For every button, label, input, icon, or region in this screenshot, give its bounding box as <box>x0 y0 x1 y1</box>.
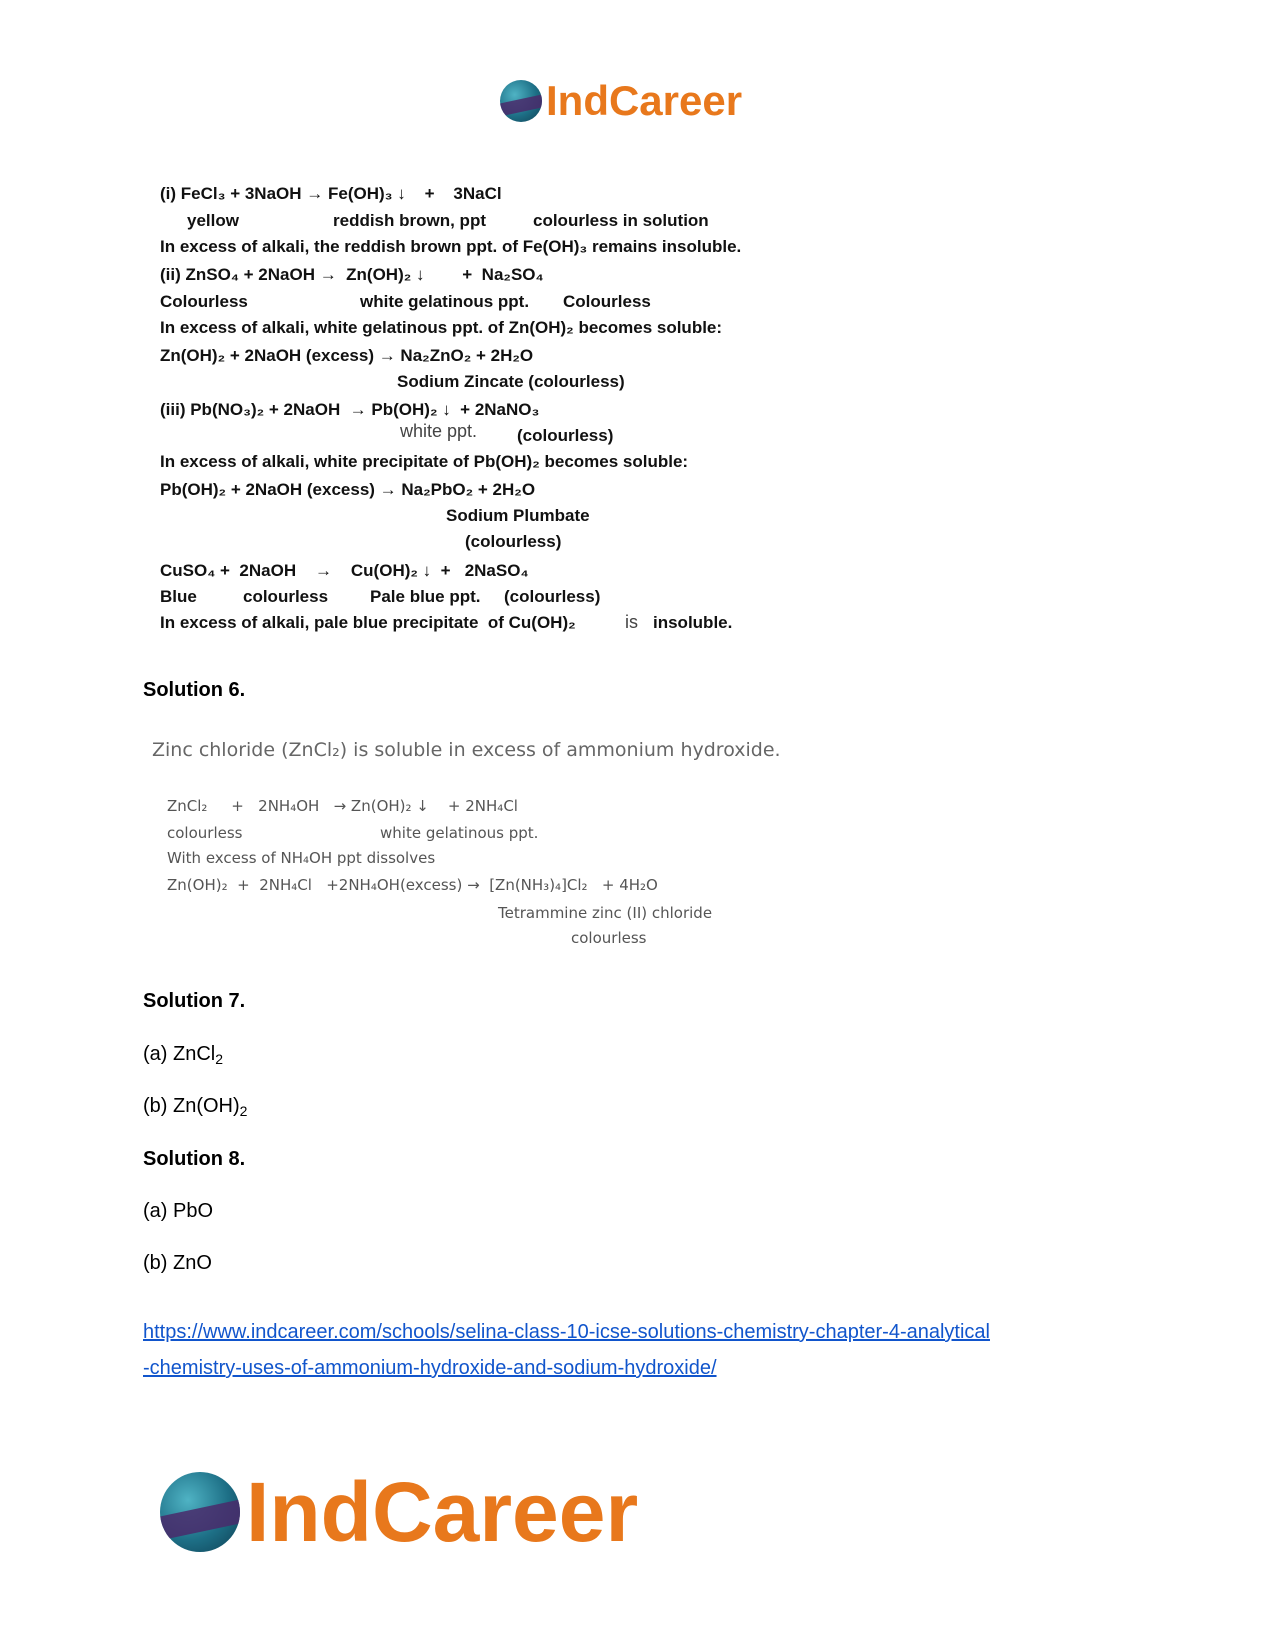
source-link[interactable] <box>143 1314 990 1386</box>
solution-7-heading: Solution 7. <box>143 990 246 1012</box>
reaction-4-label: (colourless) <box>504 587 601 606</box>
answer-text: (a) ZnCl <box>143 1043 216 1065</box>
solution-6-product: Tetrammine zinc (II) chloride <box>498 904 713 922</box>
reaction-2-label: Colourless <box>563 292 651 311</box>
reaction-1-equation: (i) FeCl₃ + 3NaOH → Fe(OH)₃ ↓ + 3NaCl <box>160 184 502 203</box>
logo-globe-icon <box>500 80 542 122</box>
reaction-2-equation-2: Zn(OH)₂ + 2NaOH (excess) → Na₂ZnO₂ + 2H₂O <box>160 346 534 365</box>
reaction-1-label: yellow <box>187 211 239 230</box>
answer-subscript: 2 <box>239 1103 248 1120</box>
logo-text: IndCareer <box>246 1465 639 1559</box>
reaction-1-label: colourless in solution <box>533 211 709 230</box>
solution-7-answer-a <box>143 1043 223 1066</box>
reaction-2-label: white gelatinous ppt. <box>360 292 530 311</box>
reaction-4-label: colourless <box>243 587 329 606</box>
solution-8-answer-a: (a) PbO <box>143 1200 214 1222</box>
solution-6-equation: ZnCl₂ + 2NH₄OH → Zn(OH)₂ ↓ + 2NH₄Cl <box>167 797 518 815</box>
reaction-4-label: Pale blue ppt. <box>370 587 481 606</box>
source-link-line-2[interactable]: -chemistry-uses-of-ammonium-hydroxide-and-sodium-hydroxide/ <box>143 1357 717 1379</box>
solution-7-answer-b <box>143 1095 247 1118</box>
reaction-3-product: Sodium Plumbate <box>446 506 590 525</box>
reaction-4-note: In excess of alkali, pale blue precipitate of Cu(OH)₂ <box>160 613 576 632</box>
solution-6-intro: Zinc chloride (ZnCl₂) is soluble in excess of ammonium hydroxide. <box>152 739 781 761</box>
answer-text: (b) Zn(OH) <box>143 1095 240 1117</box>
reaction-2-equation: (ii) ZnSO₄ + 2NaOH → Zn(OH)₂ ↓ + Na₂SO₄ <box>160 265 544 284</box>
header-logo <box>500 78 742 124</box>
reaction-3-product: (colourless) <box>465 532 562 551</box>
source-link-line-1[interactable]: https://www.indcareer.com/schools/selina-class-10-icse-solutions-chemistry-chapter-4-analytical <box>143 1321 990 1343</box>
reaction-3-note: In excess of alkali, white precipitate of Pb(OH)₂ becomes soluble: <box>160 452 689 471</box>
solution-6-equation-2: Zn(OH)₂ + 2NH₄Cl +2NH₄OH(excess) → [Zn(NH₃)₄]Cl₂ + 4H₂O <box>167 876 658 894</box>
reaction-4-equation: CuSO₄ + 2NaOH → Cu(OH)₂ ↓ + 2NaSO₄ <box>160 561 529 580</box>
reaction-3-label: (colourless) <box>517 426 614 445</box>
answer-subscript: 2 <box>215 1051 224 1068</box>
reaction-4-note: insoluble. <box>653 613 733 632</box>
solution-8-answer-b: (b) ZnO <box>143 1252 212 1274</box>
reaction-4-note: is <box>625 612 638 632</box>
solution-6-label: white gelatinous ppt. <box>380 824 539 842</box>
solution-8-heading: Solution 8. <box>143 1148 246 1170</box>
footer-logo <box>160 1465 639 1559</box>
solution-6-note: With excess of NH₄OH ppt dissolves <box>167 849 436 867</box>
reaction-3-equation: (iii) Pb(NO₃)₂ + 2NaOH → Pb(OH)₂ ↓ + 2NaNO₃ <box>160 400 540 419</box>
solution-6-label: colourless <box>167 824 243 842</box>
reaction-2-product: Sodium Zincate (colourless) <box>397 372 625 391</box>
reaction-3-label: white ppt. <box>400 421 478 441</box>
solution-6-product: colourless <box>571 929 647 947</box>
reaction-1-note: In excess of alkali, the reddish brown ppt. of Fe(OH)₃ remains insoluble. <box>160 237 742 256</box>
reaction-3-equation-2: Pb(OH)₂ + 2NaOH (excess) → Na₂PbO₂ + 2H₂O <box>160 480 536 499</box>
reaction-2-label: Colourless <box>160 292 248 311</box>
reaction-2-note: In excess of alkali, white gelatinous ppt. of Zn(OH)₂ becomes soluble: <box>160 318 723 337</box>
logo-text: IndCareer <box>546 77 743 124</box>
reaction-4-label: Blue <box>160 587 197 606</box>
reaction-1-label: reddish brown, ppt <box>333 211 486 230</box>
logo-globe-icon <box>160 1472 240 1552</box>
solution-6-heading: Solution 6. <box>143 679 246 701</box>
